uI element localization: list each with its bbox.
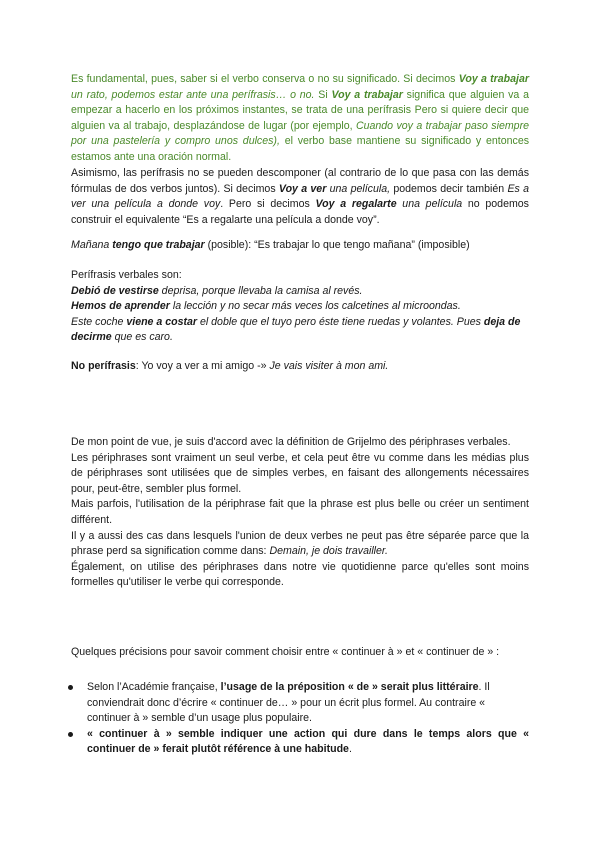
text: el doble que el tuyo pero éste tiene ruedas y volantes. Pues: [197, 315, 484, 328]
example-line: [71, 299, 529, 315]
paragraph-manana: [71, 238, 529, 254]
text: . Pero si decimos: [220, 198, 316, 211]
example-phrase: Voy a trabajar: [458, 73, 529, 85]
example-sentence: Demain, je dois travailler.: [269, 545, 388, 558]
paragraph-no-perifrasis: [71, 359, 529, 375]
example-phrase: Voy a ver: [278, 182, 327, 195]
text: la lección y no secar más veces los calcetines al microondas.: [169, 300, 461, 313]
intro-text: Quelques précisions pour savoir comment choisir entre « continuer à » et « continuer de » :: [71, 646, 500, 658]
example-phrase: viene a costar: [126, 315, 198, 328]
example-line: [71, 284, 529, 300]
text: deprisa, porque llevaba la camisa al revés.: [158, 284, 363, 297]
example-sentence: Cuando voy a trabajar paso siempre por una pastelería y compro unos dulces),: [71, 119, 529, 148]
label: No perífrasis: [71, 360, 136, 372]
text: : Yo voy a ver a mi amigo -»: [135, 360, 270, 372]
bullet-icon: [68, 685, 73, 690]
perifrasis-examples: [71, 268, 529, 346]
example-sentence: Es a ver una película a donde voy: [71, 182, 529, 211]
text: significa que alguien va a empezar a hacerlo en los próximos instantes, se trata de una perífrasis Pero si quiere decir que alguien va al trabajo, desplazándose de lugar (por ejemplo,: [71, 88, 529, 132]
text: . Il conviendrait donc d’écrire « continuer de… » pour un écrit plus formel. Au contraire « continuer à » semble d’un usage plus populaire.: [87, 681, 490, 725]
sentence: Également, on utilise des périphrases dans notre vie quotidienne parce qu'elles sont moins formelles qu'utiliser le verbe qui corresponde.: [71, 560, 529, 589]
text: una película: [396, 198, 463, 211]
notes-list: [71, 680, 529, 758]
example-sentence: Je vais visiter à mon ami.: [269, 360, 389, 372]
example-phrase: Hemos de aprender: [71, 300, 170, 313]
sentence: De mon point de vue, je suis d'accord avec la définition de Grijelmo des périphrases verbales.: [71, 436, 511, 448]
example-phrase: Debió de vestirse: [71, 284, 159, 297]
sentence: Mais parfois, l'utilisation de la périphrase fait que la phrase est plus belle ou créer un sentiment différent.: [71, 498, 529, 526]
bullet-icon: [68, 732, 73, 737]
example-phrase: Voy a regalarte: [315, 198, 397, 211]
emphasis: « continuer à » semble indiquer une action qui dure dans le temps alors que « continuer de » ferait plutôt référence à une habitude: [87, 727, 529, 756]
french-opinion: [71, 435, 529, 591]
emphasis: l’usage de la préposition « de » serait plus littéraire: [220, 681, 479, 693]
list-item: [71, 680, 529, 727]
text: Si: [314, 88, 332, 101]
text: .: [348, 743, 352, 756]
text: un rato, podemos estar ante una perífrasis… o no.: [71, 88, 315, 101]
example-phrase: Voy a trabajar: [331, 88, 403, 101]
sentence: Les périphrases sont vraiment un seul verbe, et cela peut être vu comme dans les médias plus de périphrases sont utilisées que de simples verbes, en faisant des allongements nécessaires pour, peut-être, sembler plus formel.: [71, 451, 529, 495]
example-phrase: deja de decirme: [71, 315, 521, 344]
notes-intro: [71, 645, 529, 661]
sentence: [71, 529, 529, 560]
text: el verbo base mantiene su significado y entonces estamos ante una oración normal.: [71, 135, 530, 163]
text: Selon l’Académie française,: [87, 681, 221, 693]
example-word: Mañana: [71, 239, 110, 251]
text: que es caro.: [111, 331, 173, 344]
example-line: [71, 315, 529, 346]
paragraph-decompose: [71, 166, 529, 228]
text: no podemos construir el equivalente “Es a regalarte una película a donde voy”.: [71, 198, 529, 226]
text: Il y a aussi des cas dans lesquels l'union de deux verbes ne peut pas être séparée parce que la phrase perd sa signification comme dans:: [71, 529, 529, 558]
text: Asimismo, las perífrasis no se pueden descomponer (al contrario de lo que pasa con las demás fórmulas de dos verbos juntos). Si decimos: [71, 167, 529, 195]
examples-heading: Perífrasis verbales son:: [71, 269, 182, 281]
paragraph-meaning: [71, 72, 529, 166]
text: una película,: [329, 182, 391, 195]
text: Este coche: [71, 315, 127, 328]
example-phrase: tengo que trabajar: [109, 239, 205, 251]
text: Es fundamental, pues, saber si el verbo conserva o no su significado. Si decimos: [71, 73, 459, 85]
text: podemos decir también: [390, 182, 508, 195]
list-item: [71, 727, 529, 758]
text: (posible): “Es trabajar lo que tengo mañana” (imposible): [204, 239, 470, 251]
